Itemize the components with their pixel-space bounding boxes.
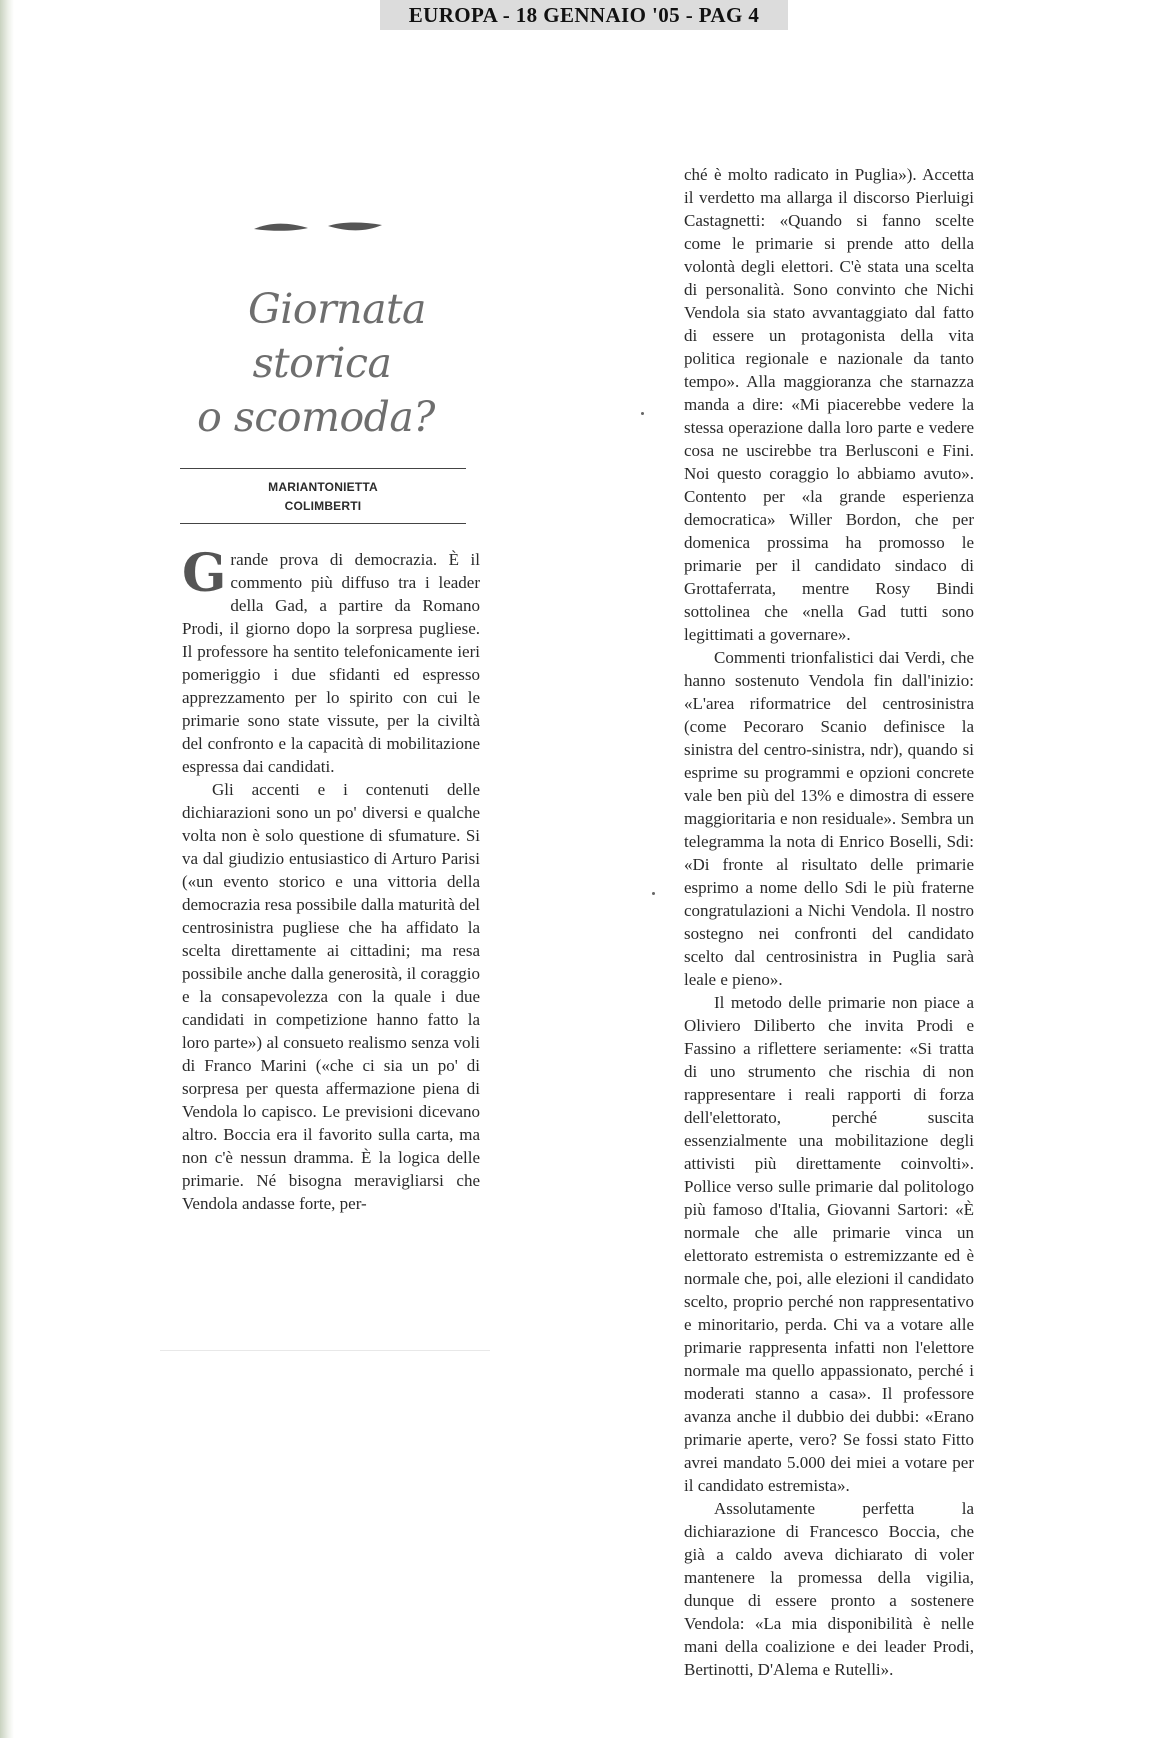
paragraph: Gli accenti e i contenuti delle dichiarazioni sono un po' diversi e qualche volta non è solo questione di sfumature. Si va dal giudizio entusiastico di Arturo Parisi («un evento storico e una vittoria della democrazia resa possibile dalla maturità del centrosinistra pugliese che ha affidato la scelta direttamente ai cittadini; ma resa possibile anche dalla generosità, il coraggio e la consapevolezza con la quale i due candidati in competizione hanno fatto la loro parte») al consueto realismo senza voli di Franco Marini («che ci sia un po' di sorpresa per questa affermazione piena di Vendola lo capisco. Le previsioni dicevano altro. Boccia era il favorito sulla carta, ma non c'è nessun dramma. È la logica delle primarie. Né bisogna meravigliarsi che Vendola andasse forte, per- [182,780,480,1213]
paragraph: ché è molto radicato in Puglia»). Accetta il verdetto ma allarga il discorso Pierluigi Castagnetti: «Quando si fanno scelte come le primarie si prende atto della volontà degli elettori. C'è stata una scelta di personalità. Sono convinto che Nichi Vendola sia stato avvantaggiato dal fatto di essere un protagonista della vita politica regionale e nazionale da tanto tempo». Alla maggioranza che starnazza manda a dire: «Mi piacerebbe vedere la stessa operazione dalla loro parte e vedere cosa ne uscirebbe tra Berlusconi e Fini. Noi questo coraggio lo abbiamo avuto». Contento per «la grande esperienza democratica» Willer Bordon, che per domenica prossima ha promosso le primarie per il candidato sindaco di Grottaferrata, mentre Rosy Bindi sottolinea che «nella Gad tutti sono legittimati a governare». [684,165,974,644]
article-title [172,282,472,444]
paragraph: Assolutamente perfetta la dichiarazione di Francesco Boccia, che già a caldo aveva dichiarato di voler mantenere la promessa della vigilia, dunque di essere pronto a sostenere Vendola: «La mia disponibilità è nelle mani della coalizione e dei leader Prodi, Bertinotti, D'Alema e Rutelli». [684,1499,974,1679]
byline-last-name: COLIMBERTI [284,499,362,513]
byline-first-name: MARIANTONIETTA [268,480,378,494]
byline-rule-top [180,468,466,469]
scan-speck [652,892,655,895]
drop-cap: G [182,543,227,604]
title-line-1: Giornata [248,285,426,333]
paragraph [182,543,480,778]
title-line-3: o scomoda? [197,393,435,441]
ornament-icon [252,218,384,236]
scan-edge [0,0,14,1738]
title-line-2: storica [252,339,392,387]
page-header: EUROPA - 18 GENNAIO '05 - PAG 4 [380,0,788,30]
article-column-left [182,543,480,1215]
paragraph: Commenti trionfalistici dai Verdi, che hanno sostenuto Vendola fin dall'inizio: «L'area riformatrice del centrosinistra (come Pecoraro Scanio definisce la sinistra del centro-sinistra, ndr), quando si esprime su programmi e opzioni concrete vale ben più del 13% e dimostra di essere maggioritaria e non residuale». Sembra un telegramma la nota di Enrico Boselli, Sdi: «Di fronte al risultato delle primarie esprimo a nome dello Sdi le più fraterne congratulazioni a Nichi Vendola. Il nostro sostegno nei confronti del candidato scelto dal centrosinistra in Puglia sarà leale e pieno». [684,648,974,989]
scan-speck [641,412,644,415]
column-divider [160,1350,490,1351]
byline [178,478,468,516]
paragraph: Il metodo delle primarie non piace a Oliviero Diliberto che invita Prodi e Fassino a riflettere seriamente: «Si tratta di uno strumento che rischia di non rappresentare i reali rapporti di forza dell'elettorato, perché suscita essenzialmente una mobilitazione degli attivisti più direttamente coinvolti». Pollice verso sulle primarie dal politologo più famoso d'Italia, Giovanni Sartori: «È normale che alle primarie vinca un elettorato estremista o estremizzante ed è normale che, poi, alle elezioni il candidato scelto, proprio perché non rappresentativo e minoritario, perda. Chi va a votare alle primarie rappresenta infatti non l'elettore normale ma quello appassionato, perché i moderati stanno a casa». Il professore avanza anche il dubbio dei dubbi: «Erano primarie aperte, vero? Se fossi stato Fitto avrei mandato 5.000 dei miei a votare per il candidato estremista». [684,993,974,1495]
article-column-right [684,163,974,1681]
byline-rule-bottom [180,523,466,524]
paragraph-text: rande prova di democrazia. È il commento più diffuso tra i leader della Gad, a partire da Romano Prodi, il giorno dopo la sorpresa pugliese. Il professore ha sentito telefonicamente ieri pomeriggio i due sfidanti ed espresso apprezzamento per lo spirito con cui le primarie sono state vissute, per la civiltà del confronto e la capacità di mobilitazione espressa dai candidati. [182,550,480,776]
